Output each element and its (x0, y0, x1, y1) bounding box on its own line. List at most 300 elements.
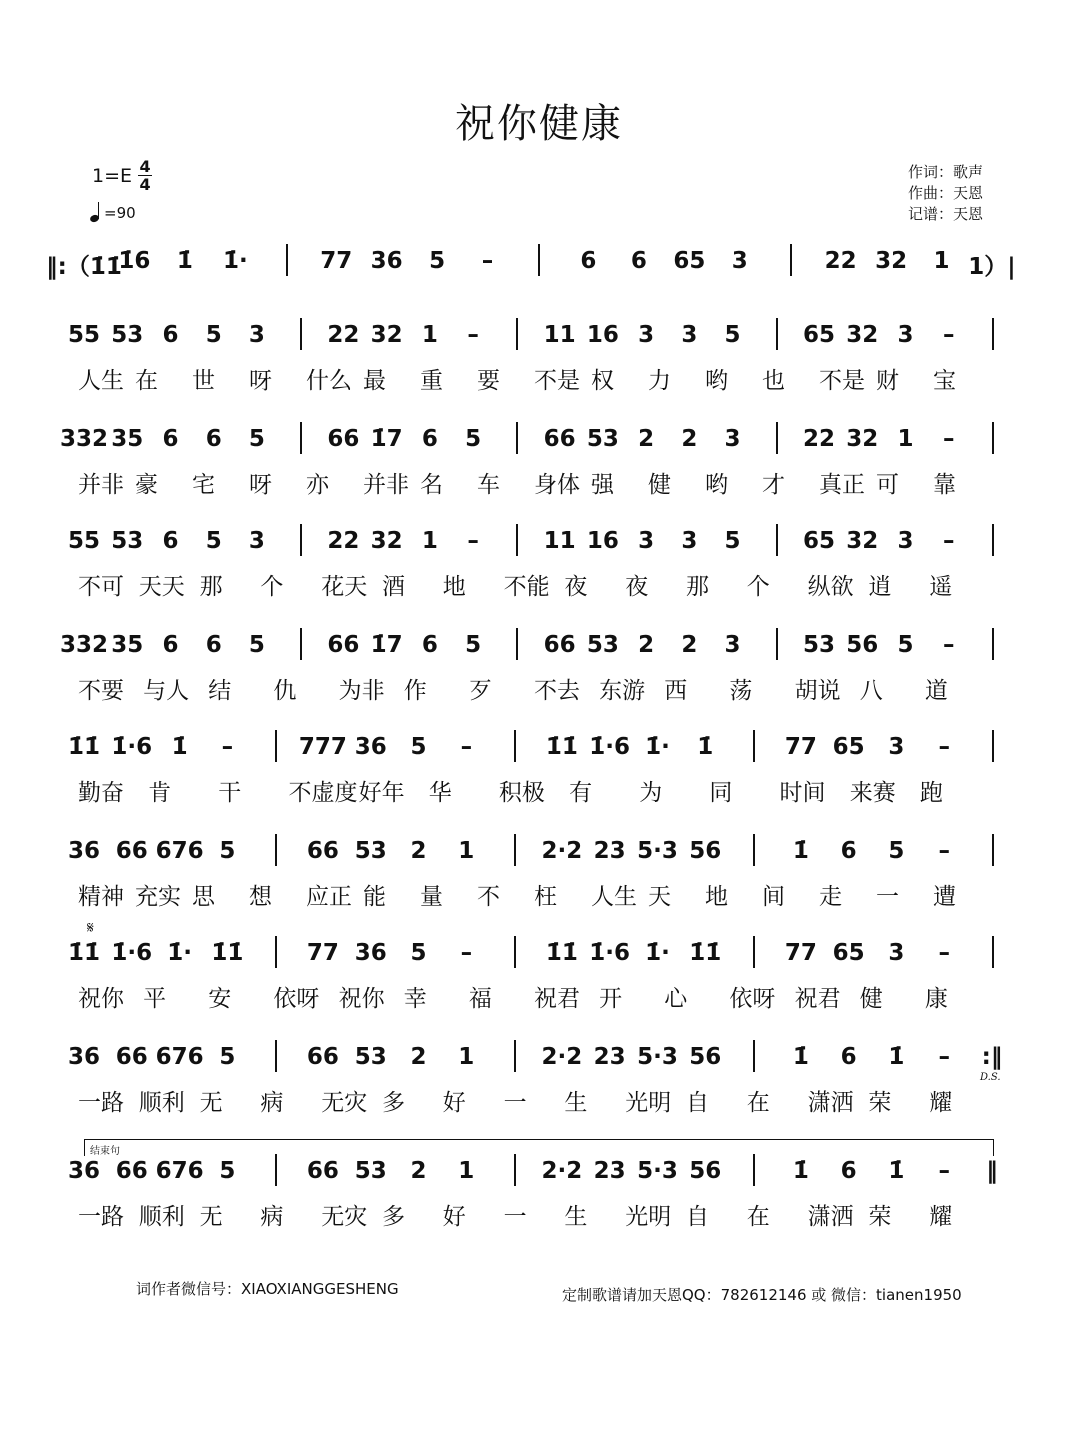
note-group: – (221, 734, 234, 760)
notation-row (67, 728, 998, 762)
tempo-label: =90 (104, 204, 136, 222)
note-group: :‖ (981, 1044, 1003, 1070)
lyric-word: 真正 (819, 472, 865, 498)
note-group: 6 (580, 248, 597, 274)
ending-bracket (84, 1139, 994, 1156)
note-group: 66 (327, 632, 360, 658)
note-group: 1̇1̇ (545, 734, 578, 760)
note-group: – (467, 528, 479, 554)
lyric-word: 八 (859, 678, 883, 704)
note-group: 22 (803, 426, 836, 452)
credits (908, 162, 983, 225)
note-group: 2 (410, 1158, 427, 1184)
lyric-word: 潇洒 (807, 1204, 854, 1230)
note-group: 35 (111, 632, 144, 658)
note-group: 56 (689, 838, 722, 864)
note-group: 3 (638, 528, 655, 554)
lyric-word: 思 (192, 884, 215, 910)
note-group: 1 (421, 528, 438, 554)
lyrics-row (78, 774, 998, 804)
barline (776, 628, 778, 660)
note-group: 1̇·6 (111, 940, 153, 966)
lyrics-row (78, 878, 998, 908)
lyric-word: 纵欲 (807, 574, 854, 600)
lyric-word: 遥 (929, 574, 953, 600)
lyrics-row (78, 672, 998, 702)
lyric-word: 为非 (338, 678, 385, 704)
lyric-word: 耀 (929, 1204, 953, 1230)
barline (300, 422, 302, 454)
note-group: 6 (421, 632, 438, 658)
lyric-word: 积极 (498, 780, 545, 806)
note-group: 5 (219, 1044, 236, 1070)
note-group: 5 (724, 528, 741, 554)
note-group: 32 (370, 322, 403, 348)
lyric-word: 权 (591, 368, 614, 394)
note-group: 2 (410, 838, 427, 864)
lyric-word: 华 (428, 780, 452, 806)
lyric-word: 来赛 (849, 780, 896, 806)
note-group: 2 (681, 632, 698, 658)
lyric-word: 遭 (933, 884, 956, 910)
lyric-word: 为 (639, 780, 663, 806)
lyric-word: 胡说 (794, 678, 841, 704)
lyric-word: 潇洒 (807, 1090, 854, 1116)
note-group: – (943, 528, 955, 554)
tempo-marking (90, 200, 136, 222)
lyric-word: 夜 (625, 574, 649, 600)
note-group: 5·3 (637, 1158, 678, 1184)
lyric-word: 福 (468, 986, 492, 1012)
lyric-word: 不可 (78, 574, 124, 600)
lyric-word: 财 (876, 368, 899, 394)
lyric-word: 地 (705, 884, 728, 910)
lyric-word: 不是 (534, 368, 580, 394)
notation-row (59, 420, 998, 454)
note-group: 3 (888, 734, 905, 760)
note-group: 22 (327, 528, 360, 554)
note-group: 32 (875, 248, 908, 274)
barline (753, 730, 755, 762)
note-group: 22 (824, 248, 857, 274)
notation-row (67, 1038, 1003, 1072)
lyric-word: 有 (569, 780, 593, 806)
quarter-note-icon (90, 200, 102, 222)
note-group: 3 (724, 632, 741, 658)
lyric-word: 不要 (78, 678, 124, 704)
barline (753, 834, 755, 866)
lyric-word: 跑 (919, 780, 943, 806)
note-group: 65 (832, 734, 865, 760)
notation-row (67, 316, 998, 350)
barline (753, 936, 755, 968)
note-group: 3 (731, 248, 748, 274)
note-group: – (938, 1044, 950, 1070)
lyric-word: 呀 (249, 472, 272, 498)
lyric-word: 亦 (306, 472, 329, 498)
note-group: 23 (593, 1158, 626, 1184)
lyric-word: 不能 (503, 574, 550, 600)
note-group: 66 (543, 426, 576, 452)
lyric-word: 不去 (534, 678, 580, 704)
barline (286, 244, 288, 276)
lyric-word: 重 (420, 368, 443, 394)
barline (514, 936, 516, 968)
note-group: 53 (586, 426, 619, 452)
note-group: – (943, 426, 955, 452)
lyric-word: 最 (363, 368, 386, 394)
note-group: 53 (111, 528, 144, 554)
lyric-word: 也 (762, 368, 785, 394)
note-group: 1̇ (176, 248, 193, 274)
note-group: 23 (593, 1044, 626, 1070)
lyric-word: 逍 (868, 574, 892, 600)
note-group: 56 (689, 1044, 722, 1070)
note-group: ‖ (986, 1158, 998, 1184)
lyric-word: 在 (135, 368, 158, 394)
lyric-word: 天 (648, 884, 671, 910)
lyric-word: 间 (762, 884, 785, 910)
note-group: 1̇·6 (111, 734, 153, 760)
lyric-word: 不是 (819, 368, 865, 394)
lyric-word: 天天 (138, 574, 185, 600)
lyric-word: 世 (192, 368, 215, 394)
barline (275, 1154, 277, 1186)
lyric-word: 与人 (143, 678, 190, 704)
lyric-word: 夜 (564, 574, 588, 600)
lyric-word: 健 (648, 472, 671, 498)
notation-row (67, 1152, 998, 1186)
note-group: 3 (888, 940, 905, 966)
lyric-word: 豪 (135, 472, 158, 498)
ending-label: 结束句 (90, 1146, 120, 1157)
lyric-word: 自 (686, 1090, 709, 1116)
lyric-word: 自 (686, 1204, 709, 1230)
time-signature (138, 158, 152, 193)
note-group: 1̇ (792, 1158, 809, 1184)
note-group: 3 (638, 322, 655, 348)
note-group: 5 (897, 632, 914, 658)
barline (776, 524, 778, 556)
barline (275, 730, 277, 762)
lyric-word: 病 (260, 1204, 284, 1230)
lyric-word: 荣 (868, 1204, 892, 1230)
note-group: 53 (111, 322, 144, 348)
note-group: 1 (458, 838, 475, 864)
lyric-word: 安 (208, 986, 232, 1012)
barline (514, 834, 516, 866)
barline (275, 936, 277, 968)
note-group: 32 (370, 528, 403, 554)
note-group: 6 (162, 528, 179, 554)
note-group: 16 (586, 528, 619, 554)
note-group: 36 (354, 734, 387, 760)
note-group: 2 (638, 426, 655, 452)
note-group: – (938, 838, 950, 864)
note-group: 6 (840, 1044, 857, 1070)
note-group: 66 (115, 1158, 148, 1184)
note-group: 1̇ (697, 734, 714, 760)
note-group: 5 (248, 426, 265, 452)
note-group: 36 (67, 1044, 101, 1070)
lyric-word: 呀 (249, 368, 272, 394)
lyric-word: 好 (442, 1204, 466, 1230)
note-group: 1 (421, 322, 438, 348)
note-group: 66 (115, 838, 148, 864)
lyric-word: 一路 (78, 1090, 124, 1116)
note-group: 1 (458, 1044, 475, 1070)
note-group: – (481, 248, 494, 274)
note-group: 1̇·6 (589, 734, 631, 760)
lyric-word: 顺利 (138, 1204, 185, 1230)
note-group: 1̇·6 (589, 940, 631, 966)
lyric-word: 祝君 (534, 986, 580, 1012)
note-group: 5·3 (637, 1044, 678, 1070)
lyric-word: 一 (503, 1204, 527, 1230)
lyric-word: 幸 (403, 986, 427, 1012)
lyric-word: 多 (382, 1090, 405, 1116)
lyric-word: 想 (249, 884, 272, 910)
note-group: 2·2 (541, 838, 583, 864)
barline (753, 1040, 755, 1072)
note-group: 65 (832, 940, 865, 966)
note-group: 77 (306, 940, 339, 966)
note-group: 65 (803, 322, 836, 348)
lyric-word: 病 (260, 1090, 284, 1116)
lyric-word: 要 (477, 368, 500, 394)
lyric-word: 宝 (933, 368, 956, 394)
note-group: – (943, 632, 955, 658)
lyric-word: 一 (876, 884, 899, 910)
note-group: 77 (784, 734, 817, 760)
barline (275, 834, 277, 866)
lyric-word: 可 (876, 472, 899, 498)
lyric-word: 荣 (868, 1090, 892, 1116)
barline (516, 318, 518, 350)
lyric-word: 作 (403, 678, 427, 704)
note-group: 1 (458, 1158, 475, 1184)
footer-contact: 定制歌谱请加天恩QQ：782612146 或 微信：tianen1950 (562, 1286, 962, 1304)
note-group: 11 (543, 528, 576, 554)
note-group: 6 (840, 1158, 857, 1184)
note-group: 1̇1̇ (67, 940, 101, 966)
note-group: 66 (115, 1044, 148, 1070)
note-group: 1̇· (167, 940, 192, 966)
page-title: 祝你健康 (455, 101, 623, 147)
lyric-word: 才 (762, 472, 785, 498)
lyric-word: 那 (199, 574, 223, 600)
lyric-word: 充实 (135, 884, 181, 910)
note-group: 66 (306, 1158, 339, 1184)
barline (514, 1154, 516, 1186)
note-group: 676 (155, 1044, 204, 1070)
note-group: – (460, 940, 473, 966)
note-group: 77 (784, 940, 817, 966)
note-group: 1̇ (792, 1044, 809, 1070)
note-group: 56 (846, 632, 879, 658)
barline (992, 422, 994, 454)
lyrics-row (78, 1198, 998, 1228)
note-group: 2 (681, 426, 698, 452)
note-group: 65 (803, 528, 836, 554)
note-group: 5 (219, 1158, 236, 1184)
note-group: 5 (205, 528, 222, 554)
note-group: 6 (205, 632, 222, 658)
lyric-word: 光明 (625, 1204, 672, 1230)
lyric-word: 同 (709, 780, 733, 806)
note-group: 35 (111, 426, 144, 452)
lyric-word: 不 (477, 884, 500, 910)
lyric-word: 西 (664, 678, 688, 704)
note-group: 3 (724, 426, 741, 452)
lyric-word: 人生 (78, 368, 124, 394)
note-group: 56 (689, 1158, 722, 1184)
barline (992, 628, 994, 660)
lyric-word: 依呀 (273, 986, 320, 1012)
note-group: 5 (465, 426, 482, 452)
note-group: 2 (410, 1044, 427, 1070)
note-group: ‖:（1̇1̇ (46, 254, 122, 280)
note-group: 1̇1̇ (689, 940, 722, 966)
note-group: 1̇7 (370, 632, 403, 658)
note-group: 55 (67, 528, 101, 554)
barline (992, 524, 994, 556)
lyric-word: 无 (199, 1090, 223, 1116)
lyrics-row (78, 466, 998, 496)
lyric-word: 祝你 (78, 986, 124, 1012)
note-group: 6 (162, 426, 179, 452)
note-group: 1̇ (888, 1158, 905, 1184)
note-group: 6 (162, 632, 179, 658)
note-group: 36 (354, 940, 387, 966)
note-group: 1̇ (171, 734, 188, 760)
barline (753, 1154, 755, 1186)
note-group: 3 (681, 528, 698, 554)
lyric-word: 耀 (929, 1090, 953, 1116)
note-group: 3 (248, 528, 265, 554)
note-group: 2·2 (541, 1158, 583, 1184)
note-group: 777 (298, 734, 347, 760)
lyric-word: 一路 (78, 1204, 124, 1230)
lyric-word: 能 (363, 884, 386, 910)
barline (275, 1040, 277, 1072)
note-group: 5 (465, 632, 482, 658)
lyric-word: 无 (199, 1204, 223, 1230)
note-group: 66 (306, 1044, 339, 1070)
lyric-word: 精神 (78, 884, 124, 910)
note-group: 3 (897, 528, 914, 554)
note-group: 32 (846, 426, 879, 452)
lyric-word: 开 (599, 986, 623, 1012)
lyric-word: 量 (420, 884, 443, 910)
lyrics-row (78, 1084, 998, 1114)
lyric-word: 顺利 (138, 1090, 185, 1116)
credit-transcriber: 记谱：天恩 (908, 205, 984, 223)
lyric-word: 好年 (358, 780, 405, 806)
note-group: 66 (543, 632, 576, 658)
lyrics-row (78, 568, 998, 598)
barline (300, 524, 302, 556)
lyric-word: 道 (924, 678, 948, 704)
lyric-word: 多 (382, 1204, 405, 1230)
note-group: 66 (327, 426, 360, 452)
notation-row (67, 522, 998, 556)
note-group: 1 (933, 248, 950, 274)
note-group: 5 (410, 940, 427, 966)
note-group: – (460, 734, 473, 760)
note-group: 6 (162, 322, 179, 348)
lyric-word: 勤奋 (78, 780, 124, 806)
lyric-word: 并非 (78, 472, 124, 498)
lyric-word: 荡 (729, 678, 753, 704)
note-group: 5 (219, 838, 236, 864)
note-group: 11 (543, 322, 576, 348)
note-group: 5 (724, 322, 741, 348)
barline (516, 524, 518, 556)
credit-music: 作曲：天恩 (908, 184, 984, 202)
note-group: 3 (248, 322, 265, 348)
note-group: 1̇6 (118, 248, 151, 274)
lyric-word: 仇 (273, 678, 297, 704)
time-top: 4 (139, 157, 151, 176)
note-group: 36 (67, 838, 101, 864)
lyric-word: 哟 (705, 472, 728, 498)
lyric-word: 平 (143, 986, 167, 1012)
lyric-word: 应正 (306, 884, 352, 910)
lyric-word: 时间 (779, 780, 826, 806)
lyric-word: 光明 (625, 1090, 672, 1116)
lyric-word: 什么 (306, 368, 352, 394)
lyric-word: 一 (503, 1090, 527, 1116)
note-group: 1̇1̇ (545, 940, 578, 966)
barline (300, 628, 302, 660)
lyric-word: 地 (442, 574, 466, 600)
note-group: – (938, 940, 950, 966)
lyric-word: 在 (746, 1204, 770, 1230)
barline (514, 1040, 516, 1072)
lyric-word: 身体 (534, 472, 580, 498)
time-bottom: 4 (139, 175, 151, 194)
barline (514, 730, 516, 762)
note-group: 676 (155, 1158, 204, 1184)
lyric-word: 靠 (933, 472, 956, 498)
note-group: 6 (205, 426, 222, 452)
note-group: 65 (673, 248, 706, 274)
note-group: 1 (897, 426, 914, 452)
credit-lyrics: 作词：歌声 (908, 163, 984, 181)
barline (538, 244, 540, 276)
notation-row (67, 832, 998, 866)
note-group: 6 (840, 838, 857, 864)
note-group: 22 (327, 322, 360, 348)
note-group: 5 (205, 322, 222, 348)
note-group: 36 (67, 1158, 101, 1184)
note-group: 3 (897, 322, 914, 348)
lyric-word: 车 (477, 472, 500, 498)
lyric-word: 个 (746, 574, 770, 600)
note-group: 1）| (968, 254, 1016, 280)
note-group: 53 (803, 632, 836, 658)
lyric-word: 枉 (534, 884, 557, 910)
note-group: 5 (410, 734, 427, 760)
ds-marking: D.S. (980, 1072, 1001, 1083)
barline (516, 628, 518, 660)
note-group: 3 (681, 322, 698, 348)
lyric-word: 无灾 (321, 1204, 368, 1230)
note-group: 55 (67, 322, 101, 348)
note-group: 1̇· (645, 734, 670, 760)
lyric-word: 酒 (382, 574, 405, 600)
